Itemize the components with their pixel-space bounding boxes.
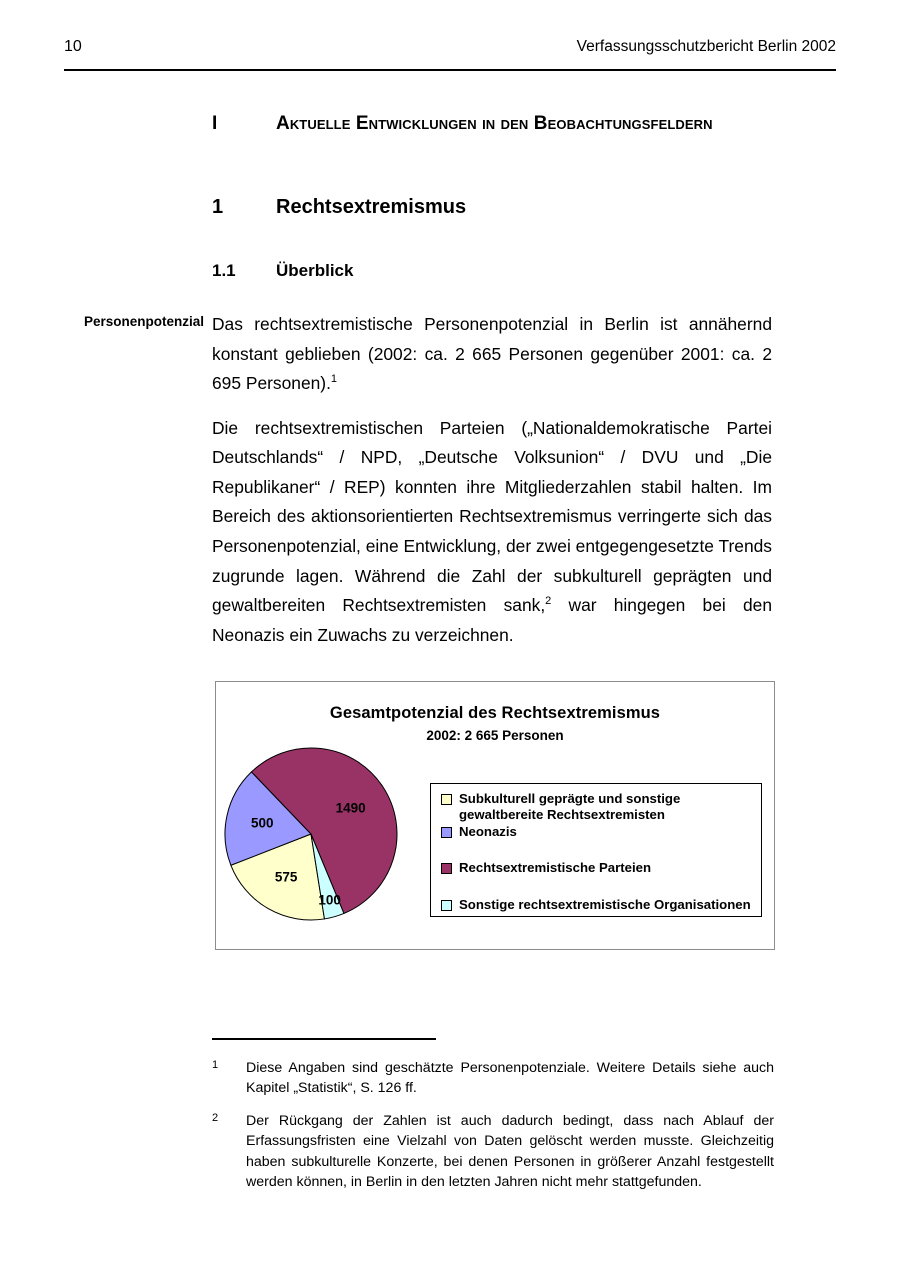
footnote-2-text: Der Rückgang der Zahlen ist auch dadurch bedingt, dass nach Ablauf der Erfassungsfristen eine Vielzahl von Daten gelöscht werden musste. Gleichzeitig haben subkulturelle Konzerte, bei denen Personen in größerer Anzahl festgestellt werden können, in Berlin in den letzten Jahren nicht mehr stattgefunden. xyxy=(246,1113,774,1190)
header-rule xyxy=(64,69,836,71)
paragraph-1-text: Das rechtsextremistische Personenpotenzial in Berlin ist annähernd konstant geblieben (2002: ca. 2 665 Personen gegenüber 2001: ca. 2 695 Personen). xyxy=(212,314,772,394)
paragraph-2 xyxy=(212,414,772,651)
section-heading xyxy=(212,196,812,219)
chart-legend xyxy=(430,783,762,917)
body-text xyxy=(212,310,772,650)
pie-slice-label-100: 100 xyxy=(318,892,341,908)
pie-slice-label-1490: 1490 xyxy=(335,800,366,816)
chapter-number: I xyxy=(212,113,218,134)
footnote-separator xyxy=(212,1038,436,1040)
legend-label-sonstige: Sonstige rechtsextremistische Organisationen xyxy=(459,897,751,913)
pie-slice-label-500: 500 xyxy=(251,815,274,831)
chart-title: Gesamtpotenzial des Rechtsextremismus xyxy=(329,704,661,722)
pie-chart xyxy=(221,744,401,924)
chapter-heading xyxy=(212,112,812,136)
paragraph-2-text-b: war hingegen bei den Neonazis ein Zuwachs zu verzeichnen. xyxy=(212,595,773,645)
legend-item-neonazis xyxy=(441,824,753,840)
legend-item-sonstige xyxy=(441,897,753,913)
running-title: Verfassungsschutzbericht Berlin 2002 xyxy=(576,38,836,55)
legend-label-line-2: gewaltbereite Rechtsextremisten xyxy=(459,806,665,822)
footnote-1 xyxy=(212,1058,774,1098)
footnote-2 xyxy=(212,1111,774,1192)
legend-label-line-1: Subkulturell geprägte und sonstige xyxy=(459,791,681,806)
page-header xyxy=(64,38,836,56)
legend-swatch-icon-subkulturell xyxy=(441,794,452,805)
pie-chart-svg xyxy=(221,744,401,924)
footnote-2-marker: 2 xyxy=(212,1112,219,1125)
footnotes xyxy=(212,1058,774,1205)
footnote-ref-2[interactable]: 2 xyxy=(545,595,552,608)
chart-subtitle: 2002: 2 665 Personen xyxy=(426,728,564,743)
section-title: Rechtsextremismus xyxy=(276,196,467,218)
subsection-number: 1.1 xyxy=(212,261,236,280)
subsection-heading xyxy=(212,261,812,281)
page-number: 10 xyxy=(64,38,82,55)
chapter-title: Aktuelle Entwicklungen in den Beobachtungsfeldern xyxy=(276,113,713,134)
legend-swatch-icon-sonstige xyxy=(441,900,452,911)
legend-item-subkulturell xyxy=(441,791,753,823)
chart-container xyxy=(215,681,775,950)
margin-note: Personenpotenzial xyxy=(83,314,204,329)
legend-label-subkulturell xyxy=(459,791,680,823)
legend-swatch-icon-parteien xyxy=(441,863,452,874)
legend-swatch-icon-neonazis xyxy=(441,827,452,838)
subsection-title: Überblick xyxy=(276,261,354,280)
legend-label-parteien: Rechtsextremistische Parteien xyxy=(459,859,652,875)
footnote-1-marker: 1 xyxy=(212,1059,219,1071)
paragraph-1 xyxy=(212,310,772,399)
legend-label-neonazis: Neonazis xyxy=(459,823,517,839)
pie-slice-label-575: 575 xyxy=(274,869,298,885)
footnote-ref-1[interactable]: 1 xyxy=(330,373,338,386)
legend-item-parteien xyxy=(441,860,753,876)
section-number: 1 xyxy=(212,196,224,218)
footnote-1-text: Diese Angaben sind geschätzte Personenpotenziale. Weitere Details siehe auch Kapitel „Statistik“, S. 126 ff. xyxy=(246,1060,774,1097)
paragraph-2-text-a: Die rechtsextremistischen Parteien („Nationaldemokratische Partei Deutschlands“ / NPD, „Deutsche Volksunion“ / DVU und „Die Republikaner“ / REP) konnten ihre Mitgliederzahlen stabil halten. Im Bereich des aktionsorientierten Rechtsextremismus verringerte sich das Personenpotenzial, eine Entwicklung, der zwei entgegengesetzte Trends zugrunde lagen. Während die Zahl der subkulturell geprägten und gewaltbereiten Rechtsextremisten sank, xyxy=(212,417,772,616)
